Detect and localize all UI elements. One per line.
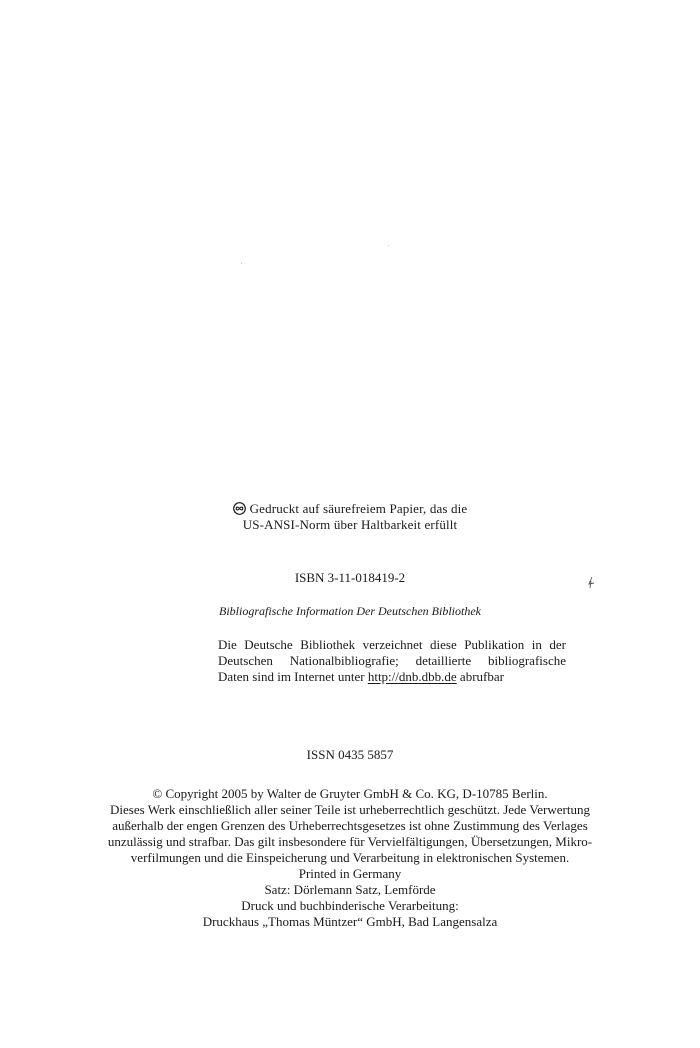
copyright-line-1: © Copyright 2005 by Walter de Gruyter GmbH & Co. KG, D-10785 Berlin. [152,786,548,801]
paper-notice-line-2: US-ANSI-Norm über Haltbarkeit erfüllt [242,517,458,532]
printer-line: Druckhaus „Thomas Müntzer“ GmbH, Bad Langensalza [202,914,498,929]
copyright-line-3: außerhalb der engen Grenzen des Urheberrechtsgesetzes ist ohne Zustimmung des Verlages [112,818,588,833]
bibliographic-line-3 [218,669,566,685]
copyright-line-4: unzulässig und strafbar. Das gilt insbesondere für Vervielfältigungen, Übersetzungen, Mikro- [107,834,593,849]
dnb-url-link[interactable]: http://dnb.dbb.de [367,669,457,684]
bibliographic-heading: Bibliografische Information Der Deutschen Bibliothek [219,604,481,618]
issn-line: ISSN 0435 5857 [306,747,394,762]
bibliographic-paragraph [218,637,566,685]
typesetting-line: Satz: Dörlemann Satz, Lemförde [264,882,436,897]
infinity-circle-icon [233,502,246,515]
paper-speck [241,263,242,264]
paper-speck [388,245,389,246]
isbn-line: ISBN 3-11-018419-2 [294,570,406,585]
pen-mark [586,575,596,589]
bibliographic-line-3-suffix: abrufbar [459,669,504,684]
copyright-line-5: verfilmungen und die Einspeicherung und Verarbeitung in elektronischen Systemen. [130,850,570,865]
binding-label-line: Druck und buchbinderische Verarbeitung: [241,898,459,913]
copyright-line-2: Dieses Werk einschließlich aller seiner Teile ist urheberrechtlich geschützt. Jede Verwertung [110,802,590,817]
bibliographic-line-3-prefix: Daten sind im Internet unter [218,669,365,684]
paper-notice-text-1: Gedruckt auf säurefreiem Papier, das die [249,501,468,516]
printed-in-line: Printed in Germany [298,866,402,881]
bibliographic-line-1: Die Deutsche Bibliothek verzeichnet diese Publikation in der [218,637,566,652]
paper-notice-line-1 [0,501,700,517]
bibliographic-line-2: Deutschen Nationalbibliografie; detaillierte bibliografische [218,653,566,668]
